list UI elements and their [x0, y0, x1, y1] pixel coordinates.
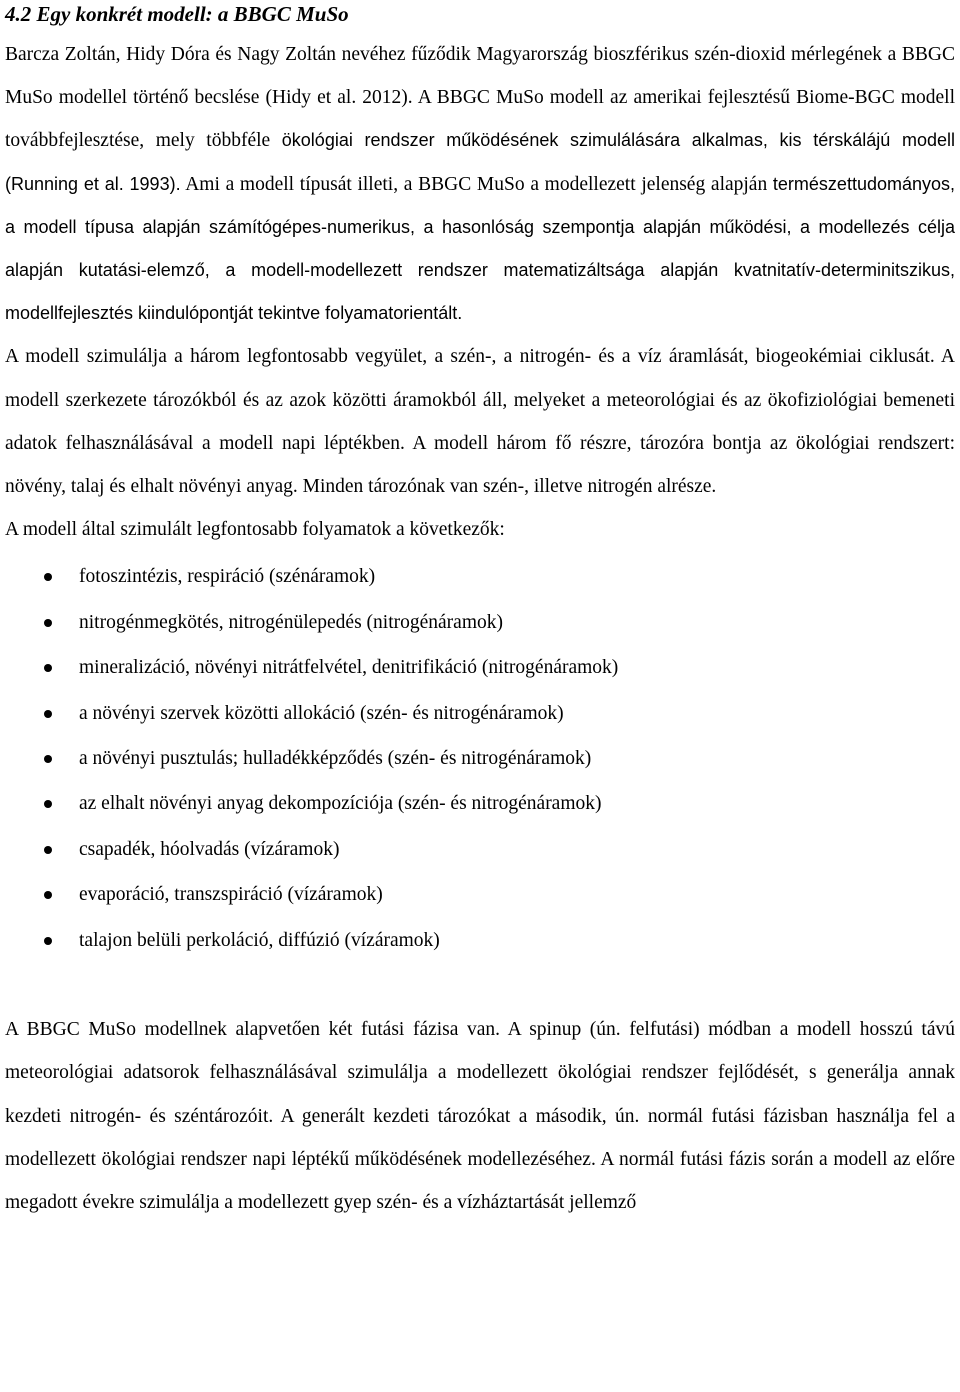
- list-item-text: talajon belüli perkoláció, diffúzió (vízáramok): [79, 929, 440, 951]
- paragraph-run-phases: A BBGC MuSo modellnek alapvetően két futási fázisa van. A spinup (ún. felfutási) módban a modell hosszú távú meteorológiai adatsorok felhasználásával szimulálja a modellezett ökológiai rendszer fejlődését, s generálja annak kezdeti nitrogén- és széntározóit. A generált kezdeti tározókat a második, ún. normál futási fázisban használja fel a modellezett ökológiai rendszer napi léptékű működésének modellezéséhez. A normál futási fázis során a modell az előre megadott évekre szimulálja a modellezett gyep szén- és a vízháztartását jellemző: [5, 1019, 955, 1213]
- list-item-text: nitrogénmegkötés, nitrogénülepedés (nitrogénáramok): [79, 611, 503, 633]
- process-list: [5, 554, 955, 963]
- bullet-icon: [44, 846, 52, 854]
- list-item-text: a növényi pusztulás; hulladékképződés (szén- és nitrogénáramok): [79, 748, 592, 770]
- bullet-icon: [44, 710, 52, 718]
- bullet-icon: [44, 800, 52, 808]
- paragraph-model-intro-text-sans: ökológiai rendszer működésének szimulálására alkalmas, kis térskálájú modell (Running et al. 1993).: [5, 130, 955, 194]
- list-item: [5, 872, 955, 917]
- section-spacer: [5, 963, 955, 1008]
- paragraph-model-structure: A modell szimulálja a három legfontosabb vegyület, a szén-, a nitrogén- és a víz áramlását, biogeokémiai ciklusát. A modell szerkezete tározókból és az azok közötti áramokból áll, melyeket a meteorológiai és az ökofiziológiai bemeneti adatok felhasználásával a modell napi léptékben. A modell három fő részre, tározóra bontja az ökológiai rendszert: növény, talaj és elhalt növényi anyag. Minden tározónak van szén-, illetve nitrogén alrésze.: [5, 346, 955, 498]
- list-item-text: a növényi szervek közötti allokáció (szén- és nitrogénáramok): [79, 702, 564, 724]
- bullet-icon: [44, 891, 52, 899]
- bullet-icon: [44, 619, 52, 627]
- paragraph-model-intro-text-b: Ami a modell típusát illeti, a BBGC MuSo a modellezett jelenség alapján: [180, 173, 768, 195]
- list-item: [5, 736, 955, 781]
- paragraph-model-intro-text-c: természettudományos, a modell típusa alapján számítógépes-numerikus, a hasonlóság szempontja alapján működési, a modellezés célja alapján kutatási-elemző, a modell-modellezett rendszer matematizáltsága alapján kvatnitatív-determinitszikus, modellfejlesztés kiindulópontját tekintve folyamatorientált.: [5, 173, 956, 324]
- list-item-text: fotoszintézis, respiráció (szénáramok): [79, 566, 376, 588]
- list-item-text: mineralizáció, növényi nitrátfelvétel, denitrifikáció (nitrogénáramok): [79, 657, 619, 679]
- paragraph-model-intro-text-a: Barcza Zoltán, Hidy Dóra és Nagy Zoltán nevéhez fűződik Magyarország bioszférikus szén-dioxid mérlegének a BBGC MuSo modellel történő becslése (Hidy et al. 2012). A BBGC MuSo modell az amerikai fejlesztésű Biome-BGC modell továbbfejlesztése, mely többféle: [5, 44, 955, 152]
- list-item: [5, 600, 955, 645]
- list-item: [5, 918, 955, 963]
- section-title: 4.2 Egy konkrét modell: a BBGC MuSo: [5, 2, 349, 26]
- list-item-text: az elhalt növényi anyag dekompozíciója (szén- és nitrogénáramok): [79, 793, 602, 815]
- list-item: [5, 781, 955, 826]
- paragraph-process-intro: A modell által szimulált legfontosabb folyamatok a következők:: [5, 519, 505, 541]
- list-item: [5, 645, 955, 690]
- list-item-text: csapadék, hóolvadás (vízáramok): [79, 838, 340, 860]
- bullet-icon: [44, 937, 52, 945]
- paragraph-model-intro: [5, 33, 955, 335]
- list-item: [5, 691, 955, 736]
- bullet-icon: [44, 755, 52, 763]
- list-item-text: evaporáció, transzspiráció (vízáramok): [79, 884, 383, 906]
- bullet-icon: [44, 664, 52, 672]
- list-item: [5, 554, 955, 599]
- bullet-icon: [44, 573, 52, 581]
- list-item: [5, 827, 955, 872]
